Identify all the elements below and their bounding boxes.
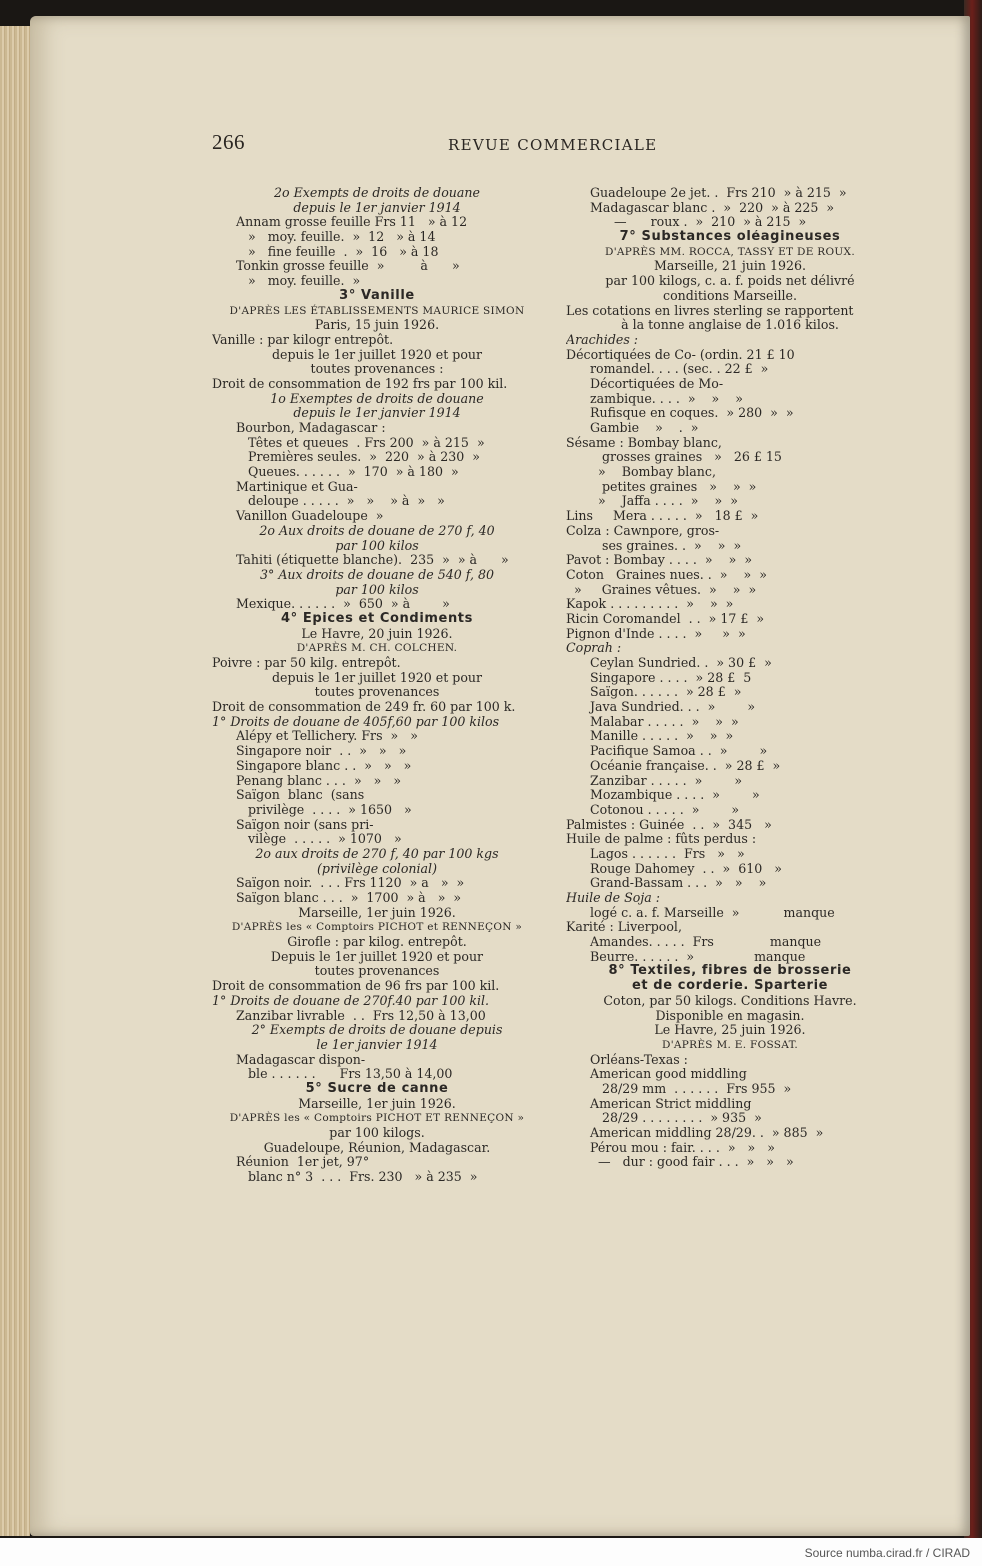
text-line: Sésame : Bombay blanc, <box>566 435 722 450</box>
text-line: Queues. . . . . . » 170 » à 180 » <box>248 465 459 480</box>
text-line: Pignon d'Inde . . . . » » » <box>566 626 746 641</box>
text-line: par 100 kilogs. <box>329 1126 425 1140</box>
text-line: par 100 kilos <box>335 582 419 597</box>
section-heading: 5° Sucre de canne <box>305 1081 449 1096</box>
text-line: Manille . . . . . » » » <box>590 729 734 744</box>
text-line: Alépy et Tellichery. Frs » » <box>236 729 418 744</box>
text-line: Pérou mou : fair. . . . » » » <box>590 1140 775 1155</box>
text-line: American middling 28/29. . » 885 » <box>590 1126 824 1140</box>
text-line: Réunion 1er jet, 97° <box>236 1155 370 1170</box>
text-line: 1° Droits de douane de 270f.40 par 100 kil. <box>212 993 490 1008</box>
section-heading: 8° Textiles, fibres de brosserie <box>608 964 852 979</box>
text-line: Droit de consommation de 192 frs par 100 kil. <box>212 376 508 391</box>
text-line: Vanille : par kilogr entrepôt. <box>212 332 394 347</box>
text-line: D'APRÈS M. CH. COLCHEN. <box>296 642 458 655</box>
text-line: Annam grosse feuille Frs 11 » à 12 <box>236 215 468 230</box>
text-line: Singapore noir . . » » » <box>236 744 407 759</box>
text-line: Beurre. . . . . . » manque <box>590 949 806 964</box>
text-line: 1° Droits de douane de 405f,60 par 100 kilos <box>212 714 500 729</box>
text-line: Singapore blanc . . » » » <box>236 758 412 773</box>
text-line: Coton, par 50 kilogs. Conditions Havre. <box>603 993 857 1008</box>
text-line: Le Havre, 20 juin 1926. <box>301 626 453 641</box>
text-line: Arachides : <box>566 332 639 347</box>
text-line: » moy. feuille. » <box>236 274 361 289</box>
text-line: » Graines vêtues. » » » <box>566 582 757 597</box>
text-line: Martinique et Gua- <box>236 479 358 494</box>
text-line: Rouge Dahomey . . » 610 » <box>590 861 782 876</box>
text-line: 1o Exemptes de droits de douane <box>270 391 484 406</box>
text-line: depuis le 1er janvier 1914 <box>293 200 461 215</box>
text-line: Vanillon Guadeloupe » <box>236 509 384 524</box>
text-line: depuis le 1er juillet 1920 et pour <box>271 347 483 362</box>
text-line: Palmistes : Guinée . . » 345 » <box>566 817 772 832</box>
text-line: Singapore . . . . » 28 £ 5 <box>590 670 752 685</box>
text-line: Guadeloupe 2e jet. . Frs 210 » à 215 » <box>590 186 847 200</box>
text-line: » fine feuille . » 16 » à 18 <box>236 244 439 259</box>
text-line: » Bombay blanc, <box>590 465 716 480</box>
text-line: 2° Exempts de droits de douane depuis <box>251 1023 503 1038</box>
text-line: ses graines. . » » » <box>602 538 742 553</box>
text-line: Zanzibar livrable . . Frs 12,50 à 13,00 <box>236 1008 486 1023</box>
text-line: vilège . . . . . » 1070 » <box>248 832 402 847</box>
text-line: D'APRÈS LES ÉTABLISSEMENTS MAURICE SIMON <box>229 304 525 317</box>
section-heading: 4° Epices et Condiments <box>281 611 473 626</box>
text-line: Droit de consommation de 249 fr. 60 par 100 k. <box>212 700 516 715</box>
text-line: Paris, 15 juin 1926. <box>314 318 440 333</box>
text-line: Rufisque en coques. » 280 » » <box>590 406 794 421</box>
text-line: à la tonne anglaise de 1.016 kilos. <box>621 318 839 333</box>
text-line: 28/29 . . . . . . . . » 935 » <box>602 1111 762 1126</box>
text-line: Huile de palme : fûts perdus : <box>566 832 757 847</box>
page-edges <box>0 26 30 1536</box>
text-line: Gambie » . » <box>590 421 699 435</box>
text-line: Disponible en magasin. <box>655 1008 805 1023</box>
text-line: petites graines » » » <box>602 479 757 494</box>
section-heading: 7° Substances oléagineuses <box>619 230 841 245</box>
text-line: logé c. a. f. Marseille » manque <box>590 905 835 920</box>
text-line: Saïgon blanc . . . » 1700 » à » » <box>236 891 462 905</box>
section-heading: 3° Vanille <box>339 288 415 303</box>
text-line: Marseille, 1er juin 1926. <box>298 905 456 920</box>
text-line: American Strict middling <box>590 1096 752 1111</box>
text-line: Saïgon. . . . . . » 28 £ » <box>590 685 742 700</box>
text-line: Droit de consommation de 96 frs par 100 kil. <box>212 979 500 994</box>
text-line: D'APRÈS les « Comptoirs PICHOT et RENNEÇON » <box>231 921 523 934</box>
text-line: toutes provenances : <box>310 362 444 377</box>
text-line: Saïgon noir. . . . Frs 1120 » a » » <box>236 876 465 891</box>
text-line: Poivre : par 50 kilg. entrepôt. <box>212 656 401 670</box>
text-line: zambique. . . . » » » <box>590 391 743 406</box>
page-number: 266 <box>212 130 245 154</box>
text-line: toutes provenances <box>314 685 440 700</box>
text-line: 2o aux droits de 270 f, 40 par 100 kgs <box>255 846 499 861</box>
text-line: Huile de Soja : <box>566 891 660 905</box>
text-line: Mozambique . . . . » » <box>590 788 760 803</box>
text-line: D'APRÈS M. E. FOSSAT. <box>661 1038 799 1051</box>
text-line: Décortiquées de Co- (ordin. 21 £ 10 <box>566 347 795 362</box>
text-line: ble . . . . . . Frs 13,50 à 14,00 <box>248 1067 453 1082</box>
text-line: Saïgon blanc (sans <box>236 788 365 803</box>
text-line: D'APRÈS MM. ROCCA, TASSY ET DE ROUX. <box>605 245 855 258</box>
text-line: Le Havre, 25 juin 1926. <box>654 1023 806 1038</box>
running-title: REVUE COMMERCIALE <box>448 136 658 154</box>
text-line: D'APRÈS les « Comptoirs PICHOT ET RENNEÇON » <box>229 1112 525 1125</box>
text-line: depuis le 1er janvier 1914 <box>293 406 461 421</box>
text-line: toutes provenances <box>314 964 440 979</box>
text-line: Depuis le 1er juillet 1920 et pour <box>270 949 484 964</box>
text-line: 28/29 mm . . . . . . Frs 955 » <box>602 1081 792 1096</box>
text-line: Java Sundried. . . » » <box>590 700 756 715</box>
text-line: Guadeloupe, Réunion, Madagascar. <box>263 1140 491 1155</box>
text-line: Cotonou . . . . . » » <box>590 802 740 817</box>
text-line: blanc n° 3 . . . Frs. 230 » à 235 » <box>248 1170 478 1185</box>
text-line: romandel. . . . (sec. . 22 £ » <box>590 362 769 377</box>
text-line: par 100 kilogs, c. a. f. poids net délivré <box>605 274 855 289</box>
text-line: Mexique. . . . . . » 650 » à » <box>236 597 450 612</box>
text-line: — dur : good fair . . . » » » <box>590 1155 794 1170</box>
text-line: Madagascar dispon- <box>236 1052 366 1067</box>
text-line: conditions Marseille. <box>663 288 797 303</box>
text-line: American good middling <box>590 1067 747 1082</box>
text-line: Madagascar blanc . » 220 » à 225 » <box>590 200 835 215</box>
text-line: » Jaffa . . . . » » » <box>590 494 738 509</box>
text-line: Zanzibar . . . . . » » <box>590 773 743 788</box>
text-line: Colza : Cawnpore, gros- <box>566 523 720 538</box>
text-line: Lagos . . . . . . Frs » » <box>590 846 745 861</box>
text-line: Karité : Liverpool, <box>566 920 682 935</box>
source-credit: Source numba.cirad.fr / CIRAD <box>804 1546 970 1560</box>
text-line: — roux . » 210 » à 215 » <box>590 215 807 230</box>
text-line: privilège . . . . » 1650 » <box>248 802 412 817</box>
text-line: Coprah : <box>566 641 622 656</box>
text-line: Coton Graines nues. . » » » <box>566 567 767 582</box>
text-line: Océanie française. . » 28 £ » <box>590 758 781 773</box>
text-line: Pavot : Bombay . . . . » » » <box>566 553 753 568</box>
text-line: Marseille, 21 juin 1926. <box>653 259 807 274</box>
text-line: Ricin Coromandel . . » 17 £ » <box>566 611 765 626</box>
text-line: Kapok . . . . . . . . . » » » <box>566 597 734 612</box>
text-line: Premières seules. » 220 » à 230 » <box>248 450 481 465</box>
text-line: Bourbon, Madagascar : <box>236 421 386 435</box>
text-line: Tahiti (étiquette blanche). 235 » » à » <box>236 553 509 568</box>
text-line: grosses graines » 26 £ 15 <box>602 450 782 465</box>
text-line: Amandes. . . . . Frs manque <box>590 935 822 950</box>
text-line: Penang blanc . . . » » » <box>236 773 402 788</box>
text-line: 2o Aux droits de douane de 270 f, 40 <box>259 523 495 538</box>
text-line: Lins Mera . . . . . » 18 £ » <box>566 509 759 524</box>
text-line: 2o Exempts de droits de douane <box>274 186 480 200</box>
section-heading: et de corderie. Sparterie <box>631 979 829 994</box>
text-line: Tonkin grosse feuille » à » <box>236 259 460 274</box>
text-line: (privilège colonial) <box>317 861 437 876</box>
text-line: Têtes et queues . Frs 200 » à 215 » <box>248 435 485 450</box>
text-line: Orléans-Texas : <box>590 1052 688 1067</box>
left-column <box>212 186 542 1185</box>
text-line: Pacifique Samoa . . » » <box>590 744 768 759</box>
text-line: Marseille, 1er juin 1926. <box>298 1096 456 1111</box>
text-line: le 1er janvier 1914 <box>316 1037 438 1052</box>
text-line: par 100 kilos <box>335 538 419 553</box>
text-line: » moy. feuille. » 12 » à 14 <box>236 230 436 245</box>
text-line: Girofle : par kilog. entrepôt. <box>287 935 467 950</box>
text-line: Malabar . . . . . » » » <box>590 714 739 729</box>
text-line: depuis le 1er juillet 1920 et pour <box>271 670 483 685</box>
text-line: Les cotations en livres sterling se rapportent <box>566 303 854 318</box>
text-line: 3° Aux droits de douane de 540 f, 80 <box>260 567 494 582</box>
text-line: Saïgon noir (sans pri- <box>236 817 374 832</box>
page-header <box>212 130 672 162</box>
text-line: Ceylan Sundried. . » 30 £ » <box>590 656 772 670</box>
text-line: Décortiquées de Mo- <box>590 376 724 391</box>
text-line: deloupe . . . . . » » » à » » <box>248 494 445 509</box>
right-column <box>566 186 894 1170</box>
text-line: Grand-Bassam . . . » » » <box>590 876 767 891</box>
